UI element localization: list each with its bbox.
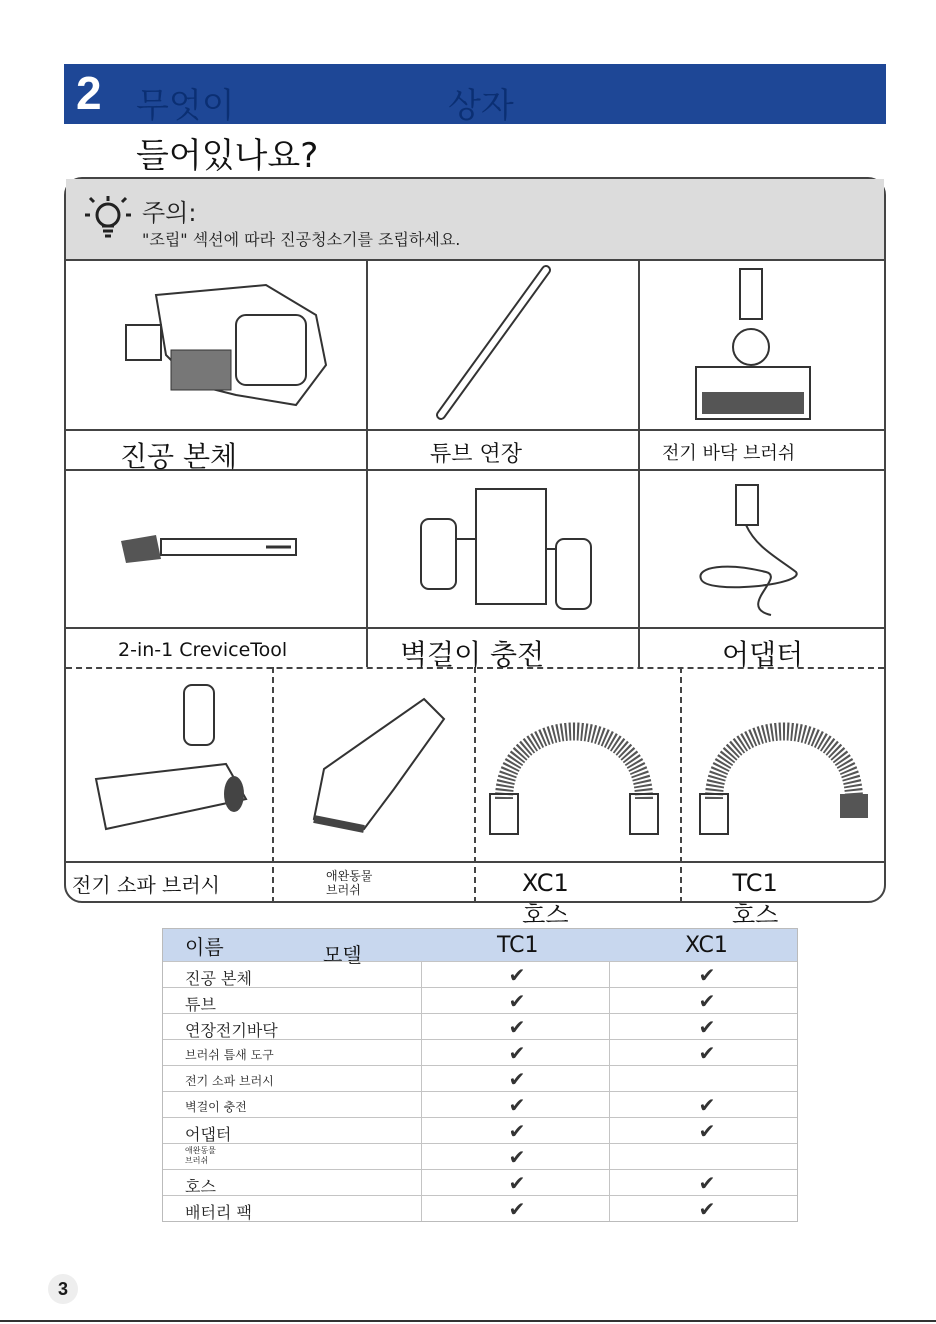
table-row [163,1039,797,1065]
section-title-part2: 상자 [448,86,514,126]
check-icon: ✔ [698,1041,716,1065]
row-name: 배터리 팩 [185,1203,252,1222]
part-label-adapter: 어댑터 [722,638,804,671]
part-label-sofa-brush: 전기 소파 브러시 [72,873,220,897]
grid-line [680,667,682,903]
grid-line [272,667,274,903]
crevice-tool-image [116,519,306,579]
check-icon: ✔ [698,1093,716,1117]
tc1-hose-image [694,689,874,839]
table-row [163,1013,797,1039]
check-icon: ✔ [698,989,716,1013]
table-header-model: 모델 [323,943,362,967]
vacuum-body-image [116,275,336,425]
row-name: 애완동물 브러쉬 [185,1146,216,1165]
part-label-xc1-hose: XC1 호스 [522,869,569,929]
pet-brush-image [304,689,454,839]
table-row [163,1091,797,1117]
check-icon: ✔ [698,1197,716,1221]
row-name: 브러쉬 틈새 도구 [185,1048,274,1062]
row-name: 벽걸이 충전 [185,1100,247,1114]
row-name: 연장전기바닥 [185,1021,278,1040]
check-icon: ✔ [508,1171,526,1195]
extension-tube-image [426,265,566,425]
note-label: 주의: [142,199,197,227]
check-icon: ✔ [508,1093,526,1117]
lightbulb-icon [82,193,134,245]
model-comparison-table [162,928,798,1222]
grid-line [474,667,476,903]
check-icon: ✔ [508,1041,526,1065]
table-header-tc1: TC1 [497,933,539,958]
row-name: 튜브 [185,995,216,1014]
part-label-tc1-hose: TC1 호스 [732,869,779,929]
check-icon: ✔ [508,1015,526,1039]
grid-line [366,261,368,667]
check-icon: ✔ [698,963,716,987]
table-row [163,987,797,1013]
xc1-hose-image [484,689,664,839]
row-name: 호스 [185,1177,216,1196]
table-row [163,1065,797,1091]
check-icon: ✔ [698,1015,716,1039]
section-number: 2 [76,67,102,119]
table-row [163,1117,797,1143]
contents-box [64,177,886,929]
wall-charger-image [416,479,596,619]
check-icon: ✔ [508,1067,526,1091]
floor-brush-image [688,267,818,423]
row-name: 어댑터 [185,1125,232,1144]
table-row [163,1143,797,1169]
part-label-crevice-tool: 2-in-1 CreviceTool [118,639,288,661]
part-label-wall-charger: 벽걸이 충전 [400,638,545,671]
table-header-row [163,929,797,967]
check-icon: ✔ [508,1145,526,1169]
part-label-vacuum-body: 진공 본체 [120,440,238,473]
table-header-name: 이름 [185,935,224,959]
check-icon: ✔ [508,1119,526,1143]
table-row [163,1195,797,1221]
table-header-xc1: XC1 [685,933,728,958]
part-label-pet-brush: 애완동물 브러쉬 [326,869,373,897]
page-number: 3 [48,1274,78,1304]
adapter-image [686,477,816,623]
check-icon: ✔ [698,1119,716,1143]
section-title-line2: 들어있나요? [136,136,319,176]
grid-line [66,627,884,629]
part-label-extension-tube: 튜브 연장 [430,442,523,467]
grid-line [66,429,884,431]
table-row [163,1169,797,1195]
page-bottom-rule [0,1320,936,1322]
check-icon: ✔ [508,989,526,1013]
sofa-brush-image [86,679,256,839]
note-text: "조립" 섹션에 따라 진공청소기를 조립하세요. [142,230,461,249]
check-icon: ✔ [698,1171,716,1195]
table-row [163,961,797,987]
check-icon: ✔ [508,1197,526,1221]
section-title-part1: 무엇이 [136,86,235,126]
row-name: 전기 소파 브러시 [185,1074,274,1088]
grid-line [638,261,640,667]
part-label-floor-brush: 전기 바닥 브러쉬 [662,443,796,464]
check-icon: ✔ [508,963,526,987]
note-panel [66,179,884,261]
row-name: 진공 본체 [185,969,252,988]
